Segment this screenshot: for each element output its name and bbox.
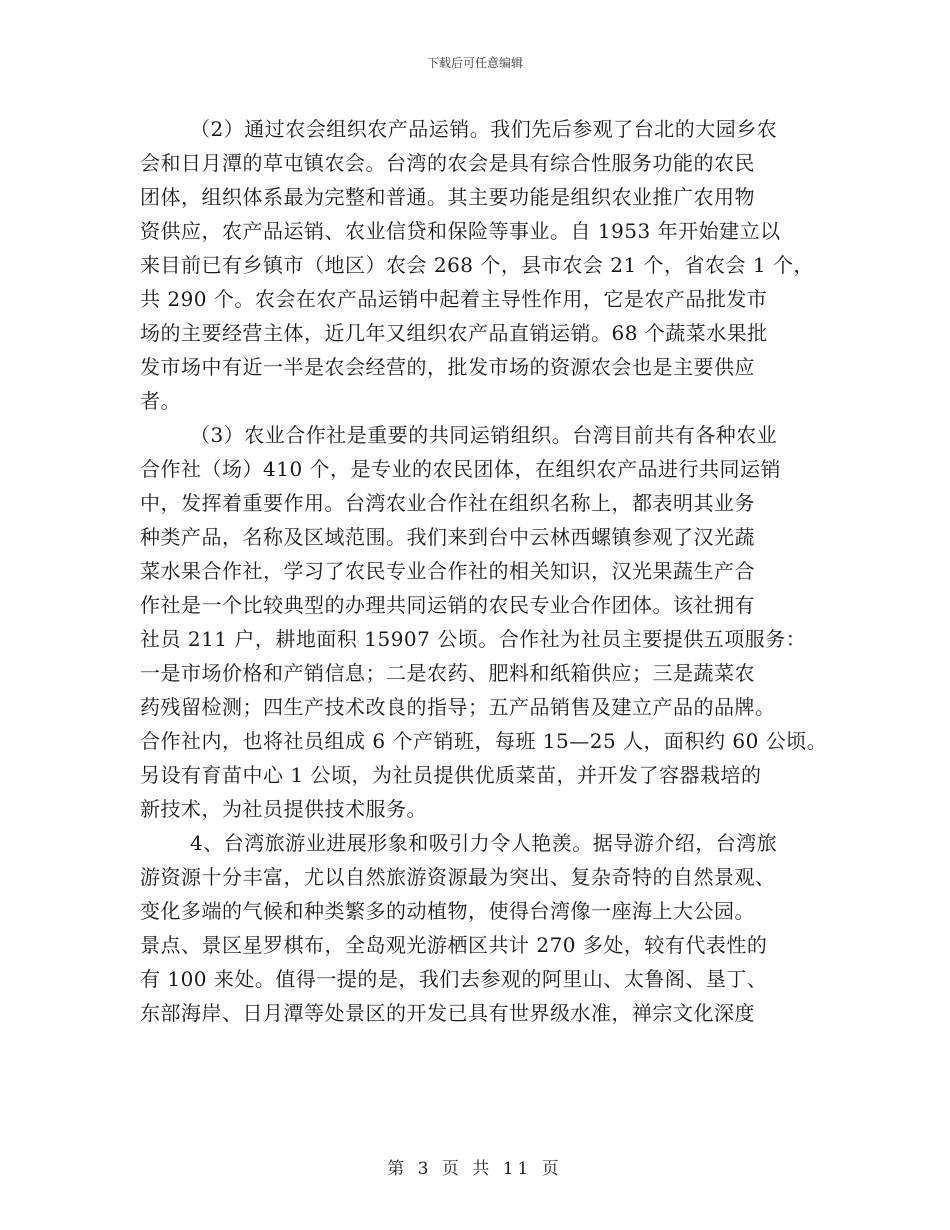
text-line: 合作社内，也将社员组成 6 个产销班，每班 15—25 人，面积约 60 公顷。 — [140, 729, 828, 753]
text-line: 景点、景区星罗棋布，全岛观光游栖区共计 270 多处，较有代表性的 — [140, 933, 768, 957]
text-line: 另设有育苗中心 1 公顷，为社员提供优质菜苗，并开发了容器栽培的 — [140, 763, 762, 787]
text-line: 游资源十分丰富，尤以自然旅游资源最为突出、复杂奇特的自然景观、 — [140, 865, 776, 889]
text-line: 团体，组织体系最为完整和普通。其主要功能是组织农业推广农用物 — [140, 185, 755, 209]
text-line: 者。 — [140, 389, 181, 413]
text-line: 来目前已有乡镇市（地区）农会 268 个，县市农会 21 个，省农会 1 个， — [140, 253, 814, 277]
text-line: 一是市场价格和产销信息；二是农药、肥料和纸箱供应；三是蔬菜农 — [140, 661, 755, 685]
page-header: 下载后可任意编辑 — [426, 56, 523, 70]
text-line: 作社是一个比较典型的办理共同运销的农民专业合作团体。该社拥有 — [140, 593, 755, 617]
text-line: 有 100 来处。值得一提的是，我们去参观的阿里山、太鲁阁、垦丁、 — [140, 967, 768, 991]
text-line: 种类产品，名称及区域范围。我们来到台中云林西螺镇参观了汉光蔬 — [140, 525, 755, 549]
text-line: 场的主要经营主体，近几年又组织农产品直销运销。68 个蔬菜水果批 — [140, 321, 768, 345]
text-line: 新技术，为社员提供技术服务。 — [140, 797, 427, 821]
text-line: 社员 211 户，耕地面积 15907 公顷。合作社为社员主要提供五项服务： — [140, 627, 807, 651]
text-line: （3）农业合作社是重要的共同运销组织。台湾目前共有各种农业 — [190, 423, 778, 447]
text-line: 会和日月潭的草屯镇农会。台湾的农会是具有综合性服务功能的农民 — [140, 151, 755, 175]
text-line: 菜水果合作社，学习了农民专业合作社的相关知识，汉光果蔬生产合 — [140, 559, 755, 583]
text-line: （2）通过农会组织农产品运销。我们先后参观了台北的大园乡农 — [190, 117, 778, 141]
text-line: 资供应，农产品运销、农业信贷和保险等事业。自 1953 年开始建立以 — [140, 219, 781, 243]
page-footer: 第 3 页 共 11 页 — [387, 1159, 563, 1179]
document-body — [140, 112, 828, 1030]
text-line: 变化多端的气候和种类繁多的动植物，使得台湾像一座海上大公园。 — [140, 899, 755, 923]
text-line: 药残留检测；四生产技术改良的指导；五产品销售及建立产品的品牌。 — [140, 695, 776, 719]
text-line: 东部海岸、日月潭等处景区的开发已具有世界级水准，禅宗文化深度 — [140, 1001, 755, 1025]
text-line: 4、台湾旅游业进展形象和吸引力令人艳羡。据导游介绍，台湾旅 — [190, 831, 778, 855]
text-line: 中，发挥着重要作用。台湾农业合作社在组织名称上，都表明其业务 — [140, 491, 755, 515]
text-line: 合作社（场）410 个，是专业的农民团体，在组织农产品进行共同运销 — [140, 457, 782, 481]
text-line: 共 290 个。农会在农产品运销中起着主导性作用，它是农产品批发市 — [140, 287, 768, 311]
text-line: 发市场中有近一半是农会经营的，批发市场的资源农会也是主要供应 — [140, 355, 755, 379]
